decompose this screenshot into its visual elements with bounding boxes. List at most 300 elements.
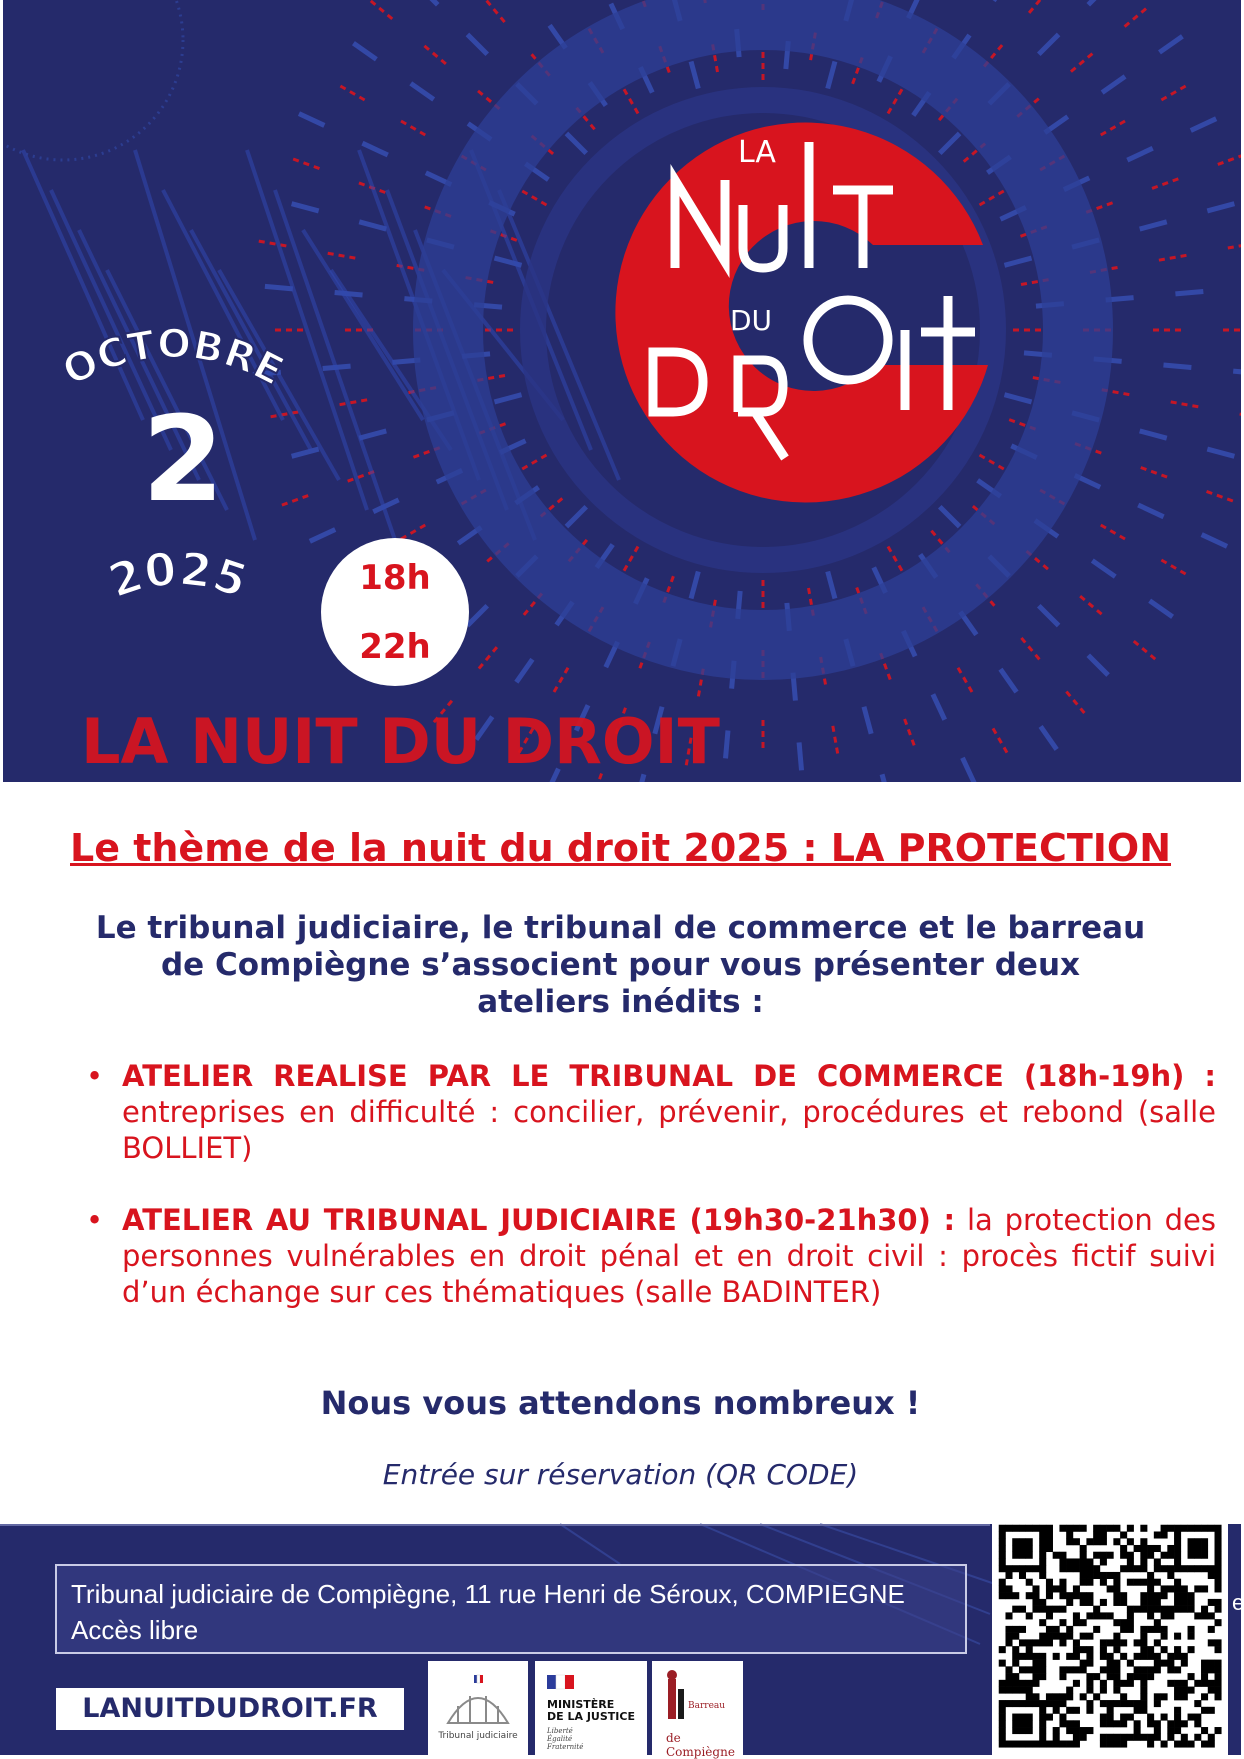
qr-module bbox=[1201, 1680, 1208, 1687]
qr-module bbox=[1215, 1727, 1222, 1734]
qr-module bbox=[999, 1585, 1006, 1592]
qr-module bbox=[1107, 1700, 1114, 1707]
qr-module bbox=[1005, 1626, 1012, 1633]
qr-module bbox=[1026, 1687, 1033, 1694]
qr-module bbox=[1161, 1525, 1168, 1532]
qr-module bbox=[1140, 1626, 1147, 1633]
qr-module bbox=[1147, 1612, 1154, 1619]
qr-module bbox=[1215, 1693, 1222, 1700]
ray-segment bbox=[1088, 655, 1108, 675]
qr-module bbox=[1215, 1579, 1222, 1586]
qr-module bbox=[1194, 1714, 1201, 1721]
qr-module bbox=[1032, 1741, 1039, 1748]
ray-segment bbox=[292, 204, 319, 211]
qr-module bbox=[1026, 1720, 1033, 1727]
qr-module bbox=[1188, 1592, 1195, 1599]
qr-module bbox=[1093, 1606, 1100, 1613]
qr-module bbox=[1005, 1633, 1012, 1640]
qr-module bbox=[999, 1714, 1006, 1721]
qr-module bbox=[1147, 1673, 1154, 1680]
qr-module bbox=[1154, 1734, 1161, 1741]
qr-module bbox=[1100, 1714, 1107, 1721]
qr-module bbox=[1201, 1565, 1208, 1572]
ray-segment bbox=[1163, 365, 1191, 367]
qr-module bbox=[1201, 1545, 1208, 1552]
qr-module bbox=[1161, 1531, 1168, 1538]
ray-segment bbox=[1159, 36, 1182, 52]
qr-module bbox=[1174, 1579, 1181, 1586]
qr-module bbox=[1188, 1646, 1195, 1653]
qr-module bbox=[1032, 1585, 1039, 1592]
qr-module bbox=[1194, 1680, 1201, 1687]
qr-module bbox=[1201, 1673, 1208, 1680]
qr-module bbox=[1046, 1633, 1053, 1640]
qr-module bbox=[1019, 1565, 1026, 1572]
qr-module bbox=[1086, 1599, 1093, 1606]
qr-module bbox=[1066, 1558, 1073, 1565]
qr-module bbox=[1073, 1565, 1080, 1572]
qr-module bbox=[1174, 1545, 1181, 1552]
qr-module bbox=[1215, 1639, 1222, 1646]
event-title: LA NUIT DU DROIT bbox=[81, 705, 720, 778]
qr-module bbox=[1093, 1693, 1100, 1700]
qr-module bbox=[1120, 1734, 1127, 1741]
qr-module bbox=[1154, 1558, 1161, 1565]
qr-module bbox=[1053, 1700, 1060, 1707]
qr-module bbox=[1120, 1531, 1127, 1538]
date-month: OCTOBRE bbox=[55, 321, 291, 396]
qr-module bbox=[1086, 1687, 1093, 1694]
qr-module bbox=[1080, 1592, 1087, 1599]
qr-module bbox=[1194, 1525, 1201, 1532]
qr-module bbox=[1032, 1525, 1039, 1532]
ray-segment bbox=[940, 507, 960, 527]
qr-module bbox=[1140, 1687, 1147, 1694]
ray-segment bbox=[479, 647, 497, 668]
workshop-item-commerce bbox=[86, 1058, 1216, 1166]
qr-module bbox=[1127, 1552, 1134, 1559]
theme-heading: Le thème de la nuit du droit 2025 : LA PROTECTION bbox=[70, 826, 1171, 870]
qr-module bbox=[1080, 1646, 1087, 1653]
qr-module bbox=[1005, 1592, 1012, 1599]
qr-module bbox=[1026, 1592, 1033, 1599]
qr-module bbox=[1107, 1714, 1114, 1721]
qr-module bbox=[1059, 1592, 1066, 1599]
qr-module bbox=[1107, 1660, 1114, 1667]
qr-module bbox=[1215, 1619, 1222, 1626]
ray-segment bbox=[1150, 601, 1173, 617]
qr-module bbox=[1140, 1538, 1147, 1545]
ray-segment bbox=[259, 241, 287, 246]
qr-module bbox=[1120, 1626, 1127, 1633]
qr-module bbox=[1147, 1552, 1154, 1559]
qr-module bbox=[999, 1552, 1006, 1559]
qr-module bbox=[1012, 1714, 1019, 1721]
qr-module bbox=[1127, 1626, 1134, 1633]
qr-module bbox=[1113, 1687, 1120, 1694]
qr-module bbox=[1174, 1707, 1181, 1714]
qr-module bbox=[1012, 1727, 1019, 1734]
qr-module bbox=[1039, 1700, 1046, 1707]
qr-module bbox=[1026, 1565, 1033, 1572]
qr-module bbox=[1134, 1606, 1141, 1613]
qr-module bbox=[1167, 1666, 1174, 1673]
qr-module bbox=[1059, 1552, 1066, 1559]
qr-module bbox=[1032, 1693, 1039, 1700]
qr-module bbox=[1039, 1720, 1046, 1727]
qr-module bbox=[1127, 1673, 1134, 1680]
qr-module bbox=[1113, 1619, 1120, 1626]
qr-module bbox=[1113, 1666, 1120, 1673]
ray-segment bbox=[958, 668, 972, 692]
qr-module bbox=[1140, 1734, 1147, 1741]
qr-module bbox=[1086, 1680, 1093, 1687]
ray-segment bbox=[940, 133, 960, 153]
qr-module bbox=[1086, 1653, 1093, 1660]
ray-segment bbox=[1175, 291, 1203, 293]
qr-module bbox=[1194, 1612, 1201, 1619]
ray-segment bbox=[624, 547, 638, 571]
qr-module bbox=[1140, 1693, 1147, 1700]
qr-module bbox=[1113, 1538, 1120, 1545]
workshop-description: entreprises en difficulté : concilier, prévenir, procédures et rebond (salle BOLLIET) bbox=[122, 1095, 1216, 1165]
qr-module bbox=[1046, 1741, 1053, 1748]
ray-segment bbox=[1071, 54, 1092, 72]
qr-module bbox=[1208, 1680, 1215, 1687]
qr-module bbox=[1201, 1606, 1208, 1613]
qr-module bbox=[1181, 1660, 1188, 1667]
ray-segment bbox=[905, 719, 915, 745]
qr-module bbox=[1026, 1700, 1033, 1707]
qr-module bbox=[1026, 1552, 1033, 1559]
qr-module bbox=[1167, 1680, 1174, 1687]
qr-module bbox=[1093, 1612, 1100, 1619]
qr-module bbox=[1147, 1585, 1154, 1592]
qr-module bbox=[1174, 1727, 1181, 1734]
qr-module bbox=[1174, 1592, 1181, 1599]
qr-module bbox=[1208, 1734, 1215, 1741]
qr-module bbox=[1188, 1714, 1195, 1721]
workshop-description: la protection des personnes vulnérables en droit pénal et en droit civil : procès fictif suivi d’un échange sur ces thématiques (salle BADINTER) bbox=[122, 1203, 1216, 1309]
qr-module bbox=[1086, 1612, 1093, 1619]
qr-module bbox=[1134, 1700, 1141, 1707]
qr-module bbox=[1026, 1545, 1033, 1552]
qr-module bbox=[1201, 1727, 1208, 1734]
qr-module bbox=[1154, 1727, 1161, 1734]
qr-module bbox=[999, 1565, 1006, 1572]
qr-module bbox=[1167, 1545, 1174, 1552]
ray-segment bbox=[962, 758, 974, 782]
qr-module bbox=[1032, 1680, 1039, 1687]
qr-module bbox=[1039, 1653, 1046, 1660]
ray-segment bbox=[1171, 402, 1199, 407]
qr-module bbox=[1120, 1693, 1127, 1700]
qr-module bbox=[1201, 1612, 1208, 1619]
qr-module bbox=[1053, 1653, 1060, 1660]
qr-module bbox=[1147, 1653, 1154, 1660]
qr-module bbox=[1134, 1545, 1141, 1552]
qr-module bbox=[999, 1531, 1006, 1538]
ray-segment bbox=[310, 529, 335, 541]
ray-segment bbox=[1039, 34, 1059, 54]
qr-module bbox=[1046, 1693, 1053, 1700]
qr-module bbox=[1181, 1693, 1188, 1700]
qr-module bbox=[1107, 1707, 1114, 1714]
qr-module bbox=[1086, 1579, 1093, 1586]
qr-module bbox=[1032, 1565, 1039, 1572]
qr-module bbox=[1215, 1687, 1222, 1694]
ray-segment bbox=[487, 1, 505, 22]
qr-module bbox=[1154, 1653, 1161, 1660]
qr-module bbox=[1215, 1552, 1222, 1559]
qr-module bbox=[1154, 1606, 1161, 1613]
ray-segment bbox=[340, 86, 364, 100]
qr-module bbox=[1167, 1612, 1174, 1619]
qr-module bbox=[1005, 1565, 1012, 1572]
qr-module bbox=[1039, 1714, 1046, 1721]
qr-module bbox=[1107, 1639, 1114, 1646]
qr-code[interactable] bbox=[992, 1518, 1228, 1755]
qr-module bbox=[1100, 1734, 1107, 1741]
qr-module bbox=[1093, 1538, 1100, 1545]
qr-module bbox=[1100, 1572, 1107, 1579]
qr-module bbox=[1120, 1720, 1127, 1727]
qr-module bbox=[1032, 1700, 1039, 1707]
qr-module bbox=[1167, 1552, 1174, 1559]
qr-module bbox=[1080, 1552, 1087, 1559]
qr-module bbox=[1215, 1531, 1222, 1538]
qr-module bbox=[1100, 1741, 1107, 1748]
ray-segment bbox=[467, 34, 487, 54]
qr-module bbox=[1026, 1579, 1033, 1586]
qr-module bbox=[1005, 1639, 1012, 1646]
qr-module bbox=[1005, 1680, 1012, 1687]
logo-text-du: DU bbox=[730, 304, 773, 337]
barreau-city: de Compiègne bbox=[666, 1731, 735, 1759]
qr-module bbox=[1026, 1680, 1033, 1687]
qr-module bbox=[1181, 1680, 1188, 1687]
qr-module bbox=[1161, 1714, 1168, 1721]
qr-module bbox=[1100, 1700, 1107, 1707]
qr-module bbox=[1039, 1552, 1046, 1559]
qr-module bbox=[1188, 1741, 1195, 1748]
ray-segment bbox=[371, 1, 392, 19]
qr-module bbox=[1032, 1660, 1039, 1667]
qr-module bbox=[1073, 1525, 1080, 1532]
qr-module bbox=[1019, 1545, 1026, 1552]
qr-module bbox=[1147, 1666, 1154, 1673]
qr-module bbox=[1053, 1626, 1060, 1633]
qr-module bbox=[999, 1660, 1006, 1667]
qr-module bbox=[1026, 1653, 1033, 1660]
ray-segment bbox=[1207, 449, 1234, 456]
qr-module bbox=[1059, 1565, 1066, 1572]
qr-module bbox=[1073, 1639, 1080, 1646]
qr-module bbox=[1019, 1606, 1026, 1613]
qr-module bbox=[1026, 1639, 1033, 1646]
qr-module bbox=[1154, 1700, 1161, 1707]
qr-module bbox=[1201, 1666, 1208, 1673]
ray-segment bbox=[522, 191, 546, 205]
qr-module bbox=[1174, 1720, 1181, 1727]
qr-module bbox=[1174, 1646, 1181, 1653]
qr-module bbox=[1174, 1680, 1181, 1687]
qr-module bbox=[1019, 1538, 1026, 1545]
qr-module bbox=[1113, 1639, 1120, 1646]
intro-line: ateliers inédits : bbox=[477, 984, 764, 1020]
qr-module bbox=[1012, 1552, 1019, 1559]
qr-module bbox=[1032, 1666, 1039, 1673]
ray-segment bbox=[1191, 119, 1216, 131]
qr-module bbox=[1093, 1626, 1100, 1633]
ray-segment bbox=[265, 286, 293, 288]
ray-segment bbox=[1140, 222, 1167, 229]
qr-module bbox=[1215, 1585, 1222, 1592]
qr-module bbox=[1005, 1741, 1012, 1748]
qr-module bbox=[1167, 1585, 1174, 1592]
ray-segment bbox=[566, 507, 586, 527]
qr-module bbox=[1093, 1572, 1100, 1579]
qr-module bbox=[1161, 1585, 1168, 1592]
ray-segment bbox=[828, 61, 835, 88]
qr-module bbox=[1093, 1565, 1100, 1572]
qr-module bbox=[1147, 1579, 1154, 1586]
qr-module bbox=[1073, 1538, 1080, 1545]
qr-module bbox=[1100, 1579, 1107, 1586]
qr-module bbox=[1039, 1558, 1046, 1565]
qr-module bbox=[1053, 1606, 1060, 1613]
date-year: 2025 bbox=[102, 541, 254, 609]
qr-module bbox=[999, 1545, 1006, 1552]
qr-module bbox=[1066, 1599, 1073, 1606]
ray-segment bbox=[1141, 467, 1167, 477]
qr-module bbox=[1080, 1545, 1087, 1552]
qr-module bbox=[1127, 1700, 1134, 1707]
qr-module bbox=[1005, 1666, 1012, 1673]
qr-module bbox=[1107, 1612, 1114, 1619]
ray-segment bbox=[726, 730, 728, 758]
qr-module bbox=[1113, 1585, 1120, 1592]
qr-module bbox=[1215, 1666, 1222, 1673]
ray-segment bbox=[1125, 9, 1146, 27]
qr-module bbox=[1012, 1680, 1019, 1687]
qr-module bbox=[1046, 1525, 1053, 1532]
qr-module bbox=[1073, 1592, 1080, 1599]
website-link[interactable]: LANUITDUDROIT.FR bbox=[56, 1688, 404, 1730]
qr-module bbox=[1100, 1687, 1107, 1694]
qr-module bbox=[1161, 1612, 1168, 1619]
ray-segment bbox=[1207, 491, 1233, 501]
date-day: 2 bbox=[141, 390, 225, 528]
qr-module bbox=[1005, 1700, 1012, 1707]
qr-code-icon[interactable] bbox=[992, 1518, 1228, 1755]
qr-module bbox=[999, 1734, 1006, 1741]
qr-module bbox=[1012, 1525, 1019, 1532]
qr-module bbox=[1026, 1693, 1033, 1700]
qr-module bbox=[1039, 1673, 1046, 1680]
qr-module bbox=[1188, 1525, 1195, 1532]
qr-module bbox=[1005, 1673, 1012, 1680]
qr-module bbox=[1012, 1741, 1019, 1748]
qr-module bbox=[1019, 1727, 1026, 1734]
qr-module bbox=[1012, 1673, 1019, 1680]
qr-module bbox=[1127, 1606, 1134, 1613]
ray-segment bbox=[424, 46, 445, 64]
qr-module bbox=[1140, 1633, 1147, 1640]
qr-module bbox=[1046, 1612, 1053, 1619]
qr-module bbox=[1113, 1646, 1120, 1653]
qr-module bbox=[1134, 1639, 1141, 1646]
qr-module bbox=[1134, 1666, 1141, 1673]
qr-module bbox=[1161, 1693, 1168, 1700]
qr-module bbox=[1012, 1687, 1019, 1694]
ray-segment bbox=[516, 659, 532, 682]
qr-module bbox=[1120, 1545, 1127, 1552]
qr-module bbox=[1201, 1585, 1208, 1592]
qr-module bbox=[1066, 1525, 1073, 1532]
qr-module bbox=[1100, 1653, 1107, 1660]
qr-module bbox=[1107, 1720, 1114, 1727]
qr-module bbox=[1059, 1666, 1066, 1673]
qr-module bbox=[1174, 1525, 1181, 1532]
qr-module bbox=[999, 1741, 1006, 1748]
ray-segment bbox=[566, 133, 586, 153]
qr-module bbox=[1073, 1707, 1080, 1714]
ray-segment bbox=[467, 606, 487, 626]
qr-module bbox=[1107, 1572, 1114, 1579]
qr-module bbox=[1012, 1646, 1019, 1653]
qr-module bbox=[1039, 1599, 1046, 1606]
qr-module bbox=[1208, 1687, 1215, 1694]
qr-module bbox=[1127, 1525, 1134, 1532]
ray-segment bbox=[494, 395, 521, 402]
qr-module bbox=[1120, 1619, 1127, 1626]
qr-module bbox=[1039, 1619, 1046, 1626]
qr-module bbox=[1080, 1633, 1087, 1640]
qr-module bbox=[1134, 1727, 1141, 1734]
qr-module bbox=[1140, 1666, 1147, 1673]
qr-module bbox=[1026, 1538, 1033, 1545]
ray-segment bbox=[888, 547, 902, 571]
qr-module bbox=[1215, 1525, 1222, 1532]
qr-module bbox=[1066, 1693, 1073, 1700]
qr-module bbox=[1012, 1606, 1019, 1613]
qr-module bbox=[1154, 1639, 1161, 1646]
qr-module bbox=[1174, 1552, 1181, 1559]
tribunal-judiciaire-logo bbox=[428, 1661, 528, 1755]
qr-module bbox=[1154, 1666, 1161, 1673]
qr-module bbox=[1215, 1572, 1222, 1579]
qr-module bbox=[1188, 1673, 1195, 1680]
qr-module bbox=[1107, 1552, 1114, 1559]
ray-segment bbox=[554, 668, 568, 692]
qr-module bbox=[1066, 1720, 1073, 1727]
ray-segment bbox=[933, 694, 945, 719]
qr-module bbox=[1147, 1592, 1154, 1599]
barreau-label: Barreau bbox=[688, 1701, 726, 1711]
ray-segment bbox=[1021, 638, 1039, 659]
qr-module bbox=[1086, 1673, 1093, 1680]
qr-module bbox=[1140, 1565, 1147, 1572]
qr-module bbox=[1019, 1639, 1026, 1646]
qr-module bbox=[1161, 1606, 1168, 1613]
ray-segment bbox=[1000, 669, 1016, 692]
intro-line: de Compiègne s’associent pour vous présenter deux bbox=[160, 947, 1081, 983]
qr-module bbox=[1066, 1741, 1073, 1748]
qr-module bbox=[1208, 1525, 1215, 1532]
qr-module bbox=[999, 1707, 1006, 1714]
ray-segment bbox=[1004, 395, 1031, 402]
